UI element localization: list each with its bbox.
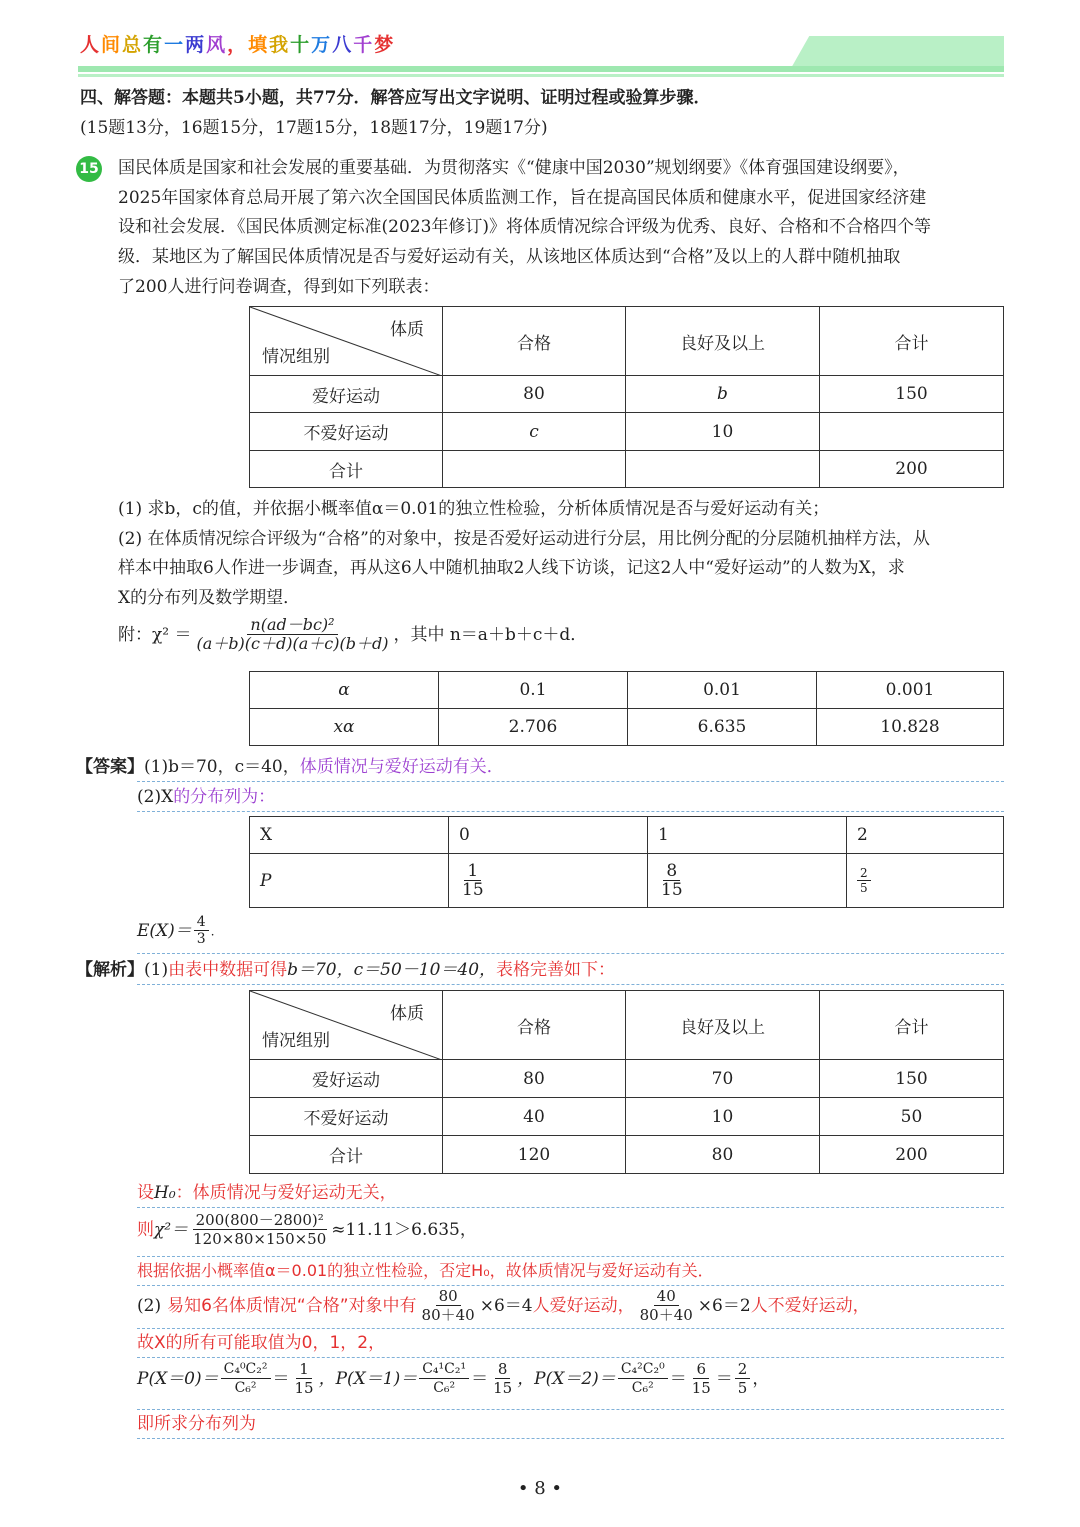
dashed-rule — [137, 1207, 1004, 1208]
solution-math: (2) — [137, 1295, 162, 1316]
final-line: 即所求分布列为 — [137, 1414, 256, 1434]
table-header: 良好及以上 — [626, 307, 820, 376]
answer-text: 体质情况与爱好运动有关． — [299, 757, 504, 777]
solution-math: ，P(X＝2)＝ — [517, 1368, 616, 1389]
dashed-rule — [137, 1357, 1004, 1358]
fraction-denominator: C₆² — [234, 1380, 257, 1396]
dashed-rule — [137, 1285, 1004, 1286]
table-cell: 200 — [820, 1136, 1004, 1174]
fraction-numerator: C₄⁰C₂² — [221, 1360, 271, 1379]
slogan-char: 填 — [248, 34, 270, 56]
table-row — [250, 376, 1004, 413]
fraction-numerator: C₄¹C₂¹ — [419, 1360, 469, 1379]
answer-line-1 — [76, 755, 504, 779]
chi-square-computation — [137, 1211, 477, 1248]
table-cell: 0.1 — [439, 672, 628, 709]
table-cell: 120 — [443, 1136, 626, 1174]
question-2-line: 样本中抽取6人作进一步调查，再从这6人中随机抽取2人线下访谈，记这2人中“爱好运动”的人数为X，求 — [118, 558, 905, 578]
table-diagonal-header — [250, 991, 443, 1060]
answer-label: 【答案】 — [76, 757, 144, 777]
solution-math: H₀ — [154, 1183, 176, 1203]
fraction-denominator: 120×80×150×50 — [193, 1230, 327, 1248]
solution-label: 【解析】 — [76, 960, 144, 980]
table-cell: 2.706 — [439, 709, 628, 746]
formula-fraction — [194, 616, 392, 653]
solution-text: 表格完善如下： — [496, 960, 616, 980]
values-line: 故X的所有可能取值为0，1，2， — [137, 1333, 386, 1353]
header-bottom-label: 情况组别 — [262, 1031, 330, 1051]
fraction-numerator: 2 — [857, 866, 871, 881]
slogan-char: 八 — [332, 34, 354, 56]
fraction-numerator: 2 — [735, 1360, 751, 1379]
dashed-rule — [137, 953, 1004, 954]
fraction-denominator: 15 — [294, 1379, 314, 1397]
solution-math: ≈11.11＞6.635， — [331, 1219, 477, 1240]
header-top-label: 体质 — [390, 1004, 424, 1024]
fraction-numerator: 6 — [693, 1360, 709, 1379]
question-1: (1) 求b，c的值，并依据小概率值α＝0.01的独立性检验，分析体质情况是否与爱好运动有关； — [118, 499, 830, 519]
table-cell: 40 — [443, 1098, 626, 1136]
table-cell: 200 — [820, 451, 1004, 488]
problem-line: 设和社会发展．《国民体质测定标准(2023年修订)》将体质情况综合评级为优秀、良好、合格和不合格四个等 — [118, 217, 932, 237]
solution-math: χ²＝ — [154, 1219, 189, 1240]
table-header: 合格 — [443, 307, 626, 376]
dashed-rule — [137, 1328, 1004, 1329]
fraction-denominator: 5 — [737, 1379, 748, 1397]
table-cell: 合计 — [250, 1136, 443, 1174]
part-2-sampling-line — [137, 1287, 870, 1324]
table-cell: 爱好运动 — [250, 1060, 443, 1098]
slogan-char: 有 — [143, 34, 165, 56]
table-row — [250, 1098, 1004, 1136]
fraction-numerator: 1 — [464, 862, 481, 881]
section-title: 四、解答题：本题共5小题，共77分．解答应写出文字说明、证明过程或验算步骤． — [80, 88, 711, 108]
table-cell: c — [443, 413, 626, 451]
solution-text: 则 — [137, 1219, 154, 1240]
fraction-denominator: 15 — [691, 1379, 711, 1397]
fraction-numerator: 200(800－2800)² — [193, 1211, 327, 1230]
solution-math: ×6＝2 — [697, 1295, 751, 1316]
table-cell: 50 — [820, 1098, 1004, 1136]
table-cell: 0 — [449, 817, 648, 854]
table-cell: 150 — [820, 1060, 1004, 1098]
table-cell: 150 — [820, 376, 1004, 413]
table-header: 合格 — [443, 991, 626, 1060]
fraction-numerator: C₄²C₂⁰ — [618, 1360, 668, 1379]
table-cell: 6.635 — [628, 709, 817, 746]
problem-line: 了200人进行问卷调查，得到如下列联表： — [118, 277, 440, 297]
formula-denominator: (a＋b)(c＋d)(a＋c)(b＋d) — [196, 634, 389, 653]
table-row — [250, 709, 1004, 746]
fraction-denominator: 15 — [493, 1379, 513, 1397]
answer-text: 的分布列为： — [173, 787, 276, 807]
fraction-denominator: 80＋40 — [421, 1306, 475, 1324]
header-bottom-label: 情况组别 — [262, 347, 330, 367]
solution-intro — [76, 958, 615, 982]
slogan-char: ， — [227, 34, 249, 56]
problem-line: 国民体质是国家和社会发展的重要基础．为贯彻落实《“健康中国2030”规划纲要》《体育强国建设纲要》， — [118, 158, 910, 178]
table-cell: 10.828 — [817, 709, 1004, 746]
fraction-numerator: 4 — [194, 914, 209, 931]
problem-line: 级．某地区为了解国民体质情况是否与爱好运动有关，从该地区体质达到“合格”及以上的人群中随机抽取 — [118, 247, 901, 267]
table-cell: 2 — [847, 817, 1004, 854]
probability-line: P(X＝0)＝ $\frac{\text{C₄⁰C₂²}}{\text{C₆²}}$ ＝ $\frac{1}{15}$ ，P(X＝1)＝ $\frac{\text{C₄¹C₂¹}}{\text{C₆²}}$ ＝ $\frac{8}{15}$ ，P(X＝2)＝ $\frac{\text{C₄²C₂⁰}}{\text{C₆²}}$ ＝ $\frac{6}{15}$ ＝ $\frac{2}{5}$ ， — [137, 1360, 770, 1397]
table-cell: α — [250, 672, 439, 709]
table-cell: 不爱好运动 — [250, 1098, 443, 1136]
table-cell — [449, 854, 648, 908]
slogan-char: 总 — [122, 34, 144, 56]
table-row — [250, 817, 1004, 854]
fraction-denominator: 5 — [860, 881, 868, 895]
slogan-char: 间 — [101, 34, 123, 56]
solution-text: 设 — [137, 1183, 154, 1203]
solution-math: ， — [752, 1368, 770, 1389]
problem-number-badge: 15 — [76, 156, 102, 182]
answer-math: (2)X — [137, 787, 174, 807]
fraction-denominator: 80＋40 — [639, 1306, 693, 1324]
formula-suffix: ，其中 n＝a＋b＋c＋d． — [393, 624, 588, 645]
dashed-rule — [137, 1409, 1004, 1410]
conclusion-line: 根据依据小概率值α＝0.01的独立性检验，否定H₀，故体质情况与爱好运动有关． — [137, 1261, 714, 1280]
slogan-char: 一 — [164, 34, 186, 56]
answer-line-2 — [137, 785, 275, 809]
table-row — [250, 672, 1004, 709]
dashed-rule — [137, 984, 1004, 985]
solution-text: 由表中数据可得 — [168, 960, 288, 980]
slogan-char: 人 — [80, 34, 102, 56]
table-cell: 爱好运动 — [250, 376, 443, 413]
table-cell: X — [250, 817, 449, 854]
table-cell: 0.001 — [817, 672, 1004, 709]
completed-contingency-table — [249, 990, 1004, 1174]
solution-math: (1) — [144, 960, 169, 980]
table-diagonal-header — [250, 307, 443, 376]
solution-math: b＝70，c＝50－10＝40， — [287, 960, 497, 980]
formula-numerator: n(ad－bc)² — [247, 616, 337, 635]
page-number: • 8 • — [517, 1478, 563, 1499]
table-header: 合计 — [820, 307, 1004, 376]
slogan-char: 梦 — [374, 34, 396, 56]
table-row — [250, 1136, 1004, 1174]
slogan-char: 十 — [290, 34, 312, 56]
table-cell: 80 — [626, 1136, 820, 1174]
fraction-denominator: C₆² — [631, 1380, 654, 1396]
distribution-table — [249, 816, 1004, 908]
table-cell — [626, 451, 820, 488]
table-cell — [648, 854, 847, 908]
contingency-table — [249, 306, 1004, 488]
table-cell — [443, 451, 626, 488]
table-cell: 80 — [443, 376, 626, 413]
table-cell: 80 — [443, 1060, 626, 1098]
table-row — [250, 451, 1004, 488]
table-cell: 1 — [648, 817, 847, 854]
expectation-prefix: E(X)＝ — [137, 920, 192, 941]
fraction-numerator: 8 — [495, 1360, 511, 1379]
table-header: 良好及以上 — [626, 991, 820, 1060]
table-cell: 70 — [626, 1060, 820, 1098]
table-cell — [847, 854, 1004, 908]
slogan-char: 两 — [185, 34, 207, 56]
solution-text: 人不爱好运动， — [750, 1295, 870, 1316]
fraction-denominator: 3 — [196, 931, 206, 947]
formula-prefix: 附：χ² ＝ — [118, 624, 192, 645]
table-cell: P — [250, 854, 449, 908]
header-rule-light — [78, 74, 1004, 77]
table-row — [250, 413, 1004, 451]
table-cell: 合计 — [250, 451, 443, 488]
expectation-line: E(X)＝ $\frac{4}{3}$ ． — [137, 914, 223, 947]
table-cell: 0.01 — [628, 672, 817, 709]
chi-square-formula — [118, 616, 587, 653]
table-header: 合计 — [820, 991, 1004, 1060]
question-2-line: X的分布列及数学期望． — [118, 588, 301, 608]
solution-math: ×6＝4 — [479, 1295, 533, 1316]
dashed-rule — [137, 781, 1004, 782]
solution-text: ：体质情况与爱好运动无关， — [175, 1183, 397, 1203]
fraction-denominator: 15 — [462, 880, 484, 900]
hypothesis-line — [137, 1181, 397, 1205]
slogan-char: 万 — [311, 34, 333, 56]
solution-math: ，P(X＝1)＝ — [318, 1368, 418, 1389]
answer-math: (1)b＝70，c＝40， — [144, 757, 300, 777]
section-subtitle: (15题13分，16题15分，17题15分，18题17分，19题17分) — [80, 118, 548, 138]
dashed-rule — [137, 811, 1004, 812]
header-rule — [78, 66, 1004, 72]
fraction-denominator: C₆² — [433, 1380, 456, 1396]
header-slogan — [80, 30, 395, 57]
header-decoration-tab — [790, 36, 1004, 70]
header-top-label: 体质 — [390, 320, 424, 340]
slogan-char: 风 — [206, 34, 228, 56]
problem-line: 2025年国家体育总局开展了第六次全国国民体质监测工作，旨在提高国民体质和健康水平，促进国家经济建 — [118, 188, 927, 208]
fraction-numerator: 40 — [654, 1287, 679, 1306]
critical-value-table — [249, 671, 1004, 746]
fraction-numerator: 1 — [296, 1360, 312, 1379]
table-row — [250, 854, 1004, 908]
fraction-numerator: 80 — [436, 1287, 461, 1306]
table-cell: 不爱好运动 — [250, 413, 443, 451]
slogan-char: 千 — [353, 34, 375, 56]
table-cell: b — [626, 376, 820, 413]
table-cell: 10 — [626, 413, 820, 451]
solution-text: 易知6名体质情况“合格”对象中有 — [167, 1295, 417, 1316]
fraction-denominator: 15 — [661, 880, 683, 900]
fraction-numerator: 8 — [663, 862, 680, 881]
table-cell: xα — [250, 709, 439, 746]
table-cell — [820, 413, 1004, 451]
dashed-rule — [137, 1256, 1004, 1257]
table-row — [250, 1060, 1004, 1098]
slogan-char: 我 — [269, 34, 291, 56]
solution-math: P(X＝0)＝ — [137, 1368, 219, 1389]
table-cell: 10 — [626, 1098, 820, 1136]
dashed-rule — [137, 1438, 1004, 1439]
question-2-line: (2) 在体质情况综合评级为“合格”的对象中，按是否爱好运动进行分层，用比例分配的分层随机抽样方法，从 — [118, 529, 930, 549]
solution-text: 人爱好运动， — [532, 1295, 635, 1316]
